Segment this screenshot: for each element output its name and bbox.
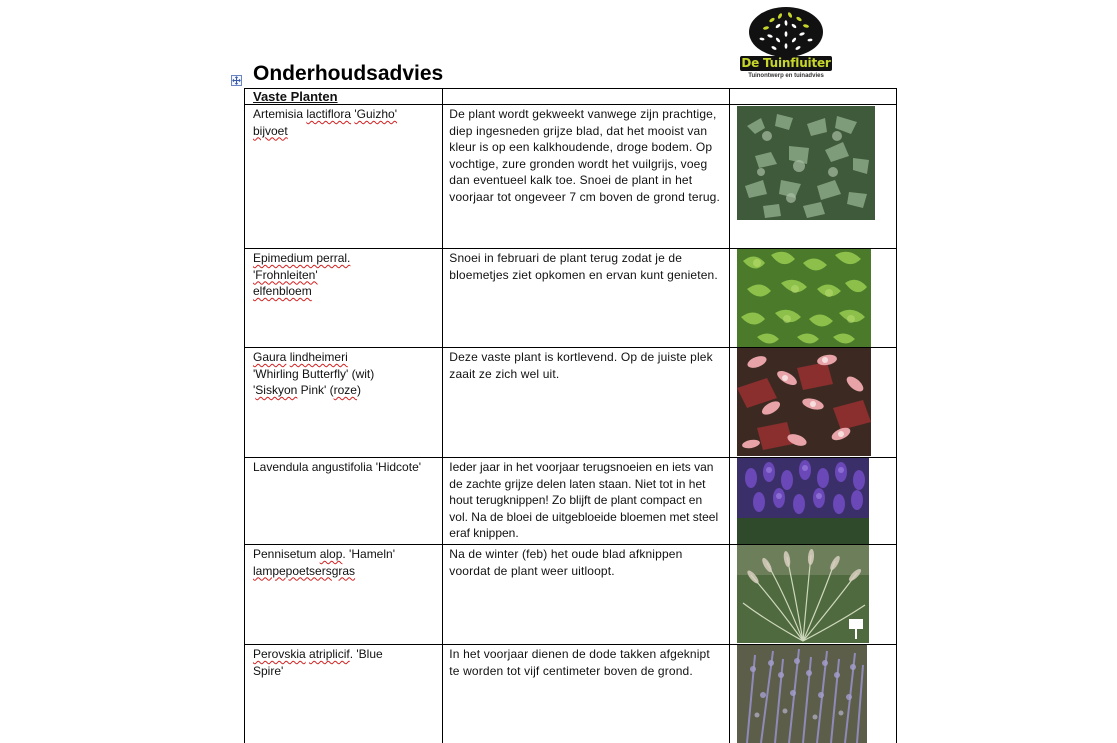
plant-name-line: lampepoetsersgras: [253, 563, 356, 578]
table-row: [245, 249, 897, 348]
plant-photo-cell: [729, 645, 896, 743]
plant-photo-cell: [729, 545, 896, 645]
epimedium-leaves-photo-icon: [737, 249, 871, 347]
plant-name-cell: [245, 645, 443, 743]
table-row: [245, 545, 897, 645]
plant-name-line: Lavendula angustifolia 'Hidcote': [253, 460, 422, 474]
lavender-photo-icon: [737, 458, 869, 544]
logo-tagline: Tuinontwerp en tuinadvies: [748, 73, 824, 79]
plant-name-line: Gaura lindheimeri: [253, 350, 348, 364]
plant-name-line: elfenbloem: [253, 284, 312, 298]
plant-photo-cell: [729, 458, 896, 545]
table-row: [245, 645, 897, 743]
plant-advice-cell: Na de winter (feb) het oude blad afknippen voordat de plant weer uitloopt.: [443, 545, 729, 645]
table-row: [245, 348, 897, 458]
plant-advice-cell: Snoei in februari de plant terug zodat je de bloemetjes ziet opkomen en ervan kunt genieten.: [443, 249, 729, 348]
plant-name-cell: [245, 348, 443, 458]
perovskia-photo-icon: [737, 645, 867, 743]
plant-advice-cell: In het voorjaar dienen de dode takken afgeknipt te worden tot vijf centimeter boven de grond.: [443, 645, 729, 743]
plant-name-line: 'Frohnleiten': [253, 267, 318, 282]
plant-table: [244, 88, 897, 743]
plant-name-line: Artemisia lactiflora 'Guizho': [253, 107, 397, 121]
pennisetum-grass-photo-icon: [737, 545, 869, 643]
plant-name-cell: [245, 458, 443, 545]
table-header-row: [245, 89, 897, 105]
plant-name-line: Spire': [253, 663, 284, 678]
plant-advice-cell: De plant wordt gekweekt vanwege zijn prachtige, diep ingesneden grijze blad, dat het mooist van kleur is op een kalkhoudende, droge bodem. Op vochtige, zure gronden wordt het vuilgrijs, voeg dan eventueel kalk toe. Snoei de plant in het voorjaar tot ongeveer 7 cm boven de grond terug.: [443, 105, 729, 249]
document-title: Onderhoudsadvies: [253, 62, 444, 85]
table-row: [245, 105, 897, 249]
plant-name-line: 'Whirling Butterfly' (wit): [253, 366, 375, 381]
plant-advice-cell: Ieder jaar in het voorjaar terugsnoeien en iets van de zachte grijze delen laten staan. Niet tot in het hout terugknippen! Zo blijft de plant compact en vol. Na de bloei de uitgebloeide bloemen met steel eraf knippen.: [443, 458, 729, 545]
plant-name-line: Pennisetum alop. 'Hameln': [253, 547, 395, 561]
plant-name-cell: [245, 545, 443, 645]
artemisia-leaves-photo-icon: [737, 106, 875, 220]
gaura-photo-icon: [737, 348, 871, 456]
plant-advice-cell: Deze vaste plant is kortlevend. Op de juiste plek zaait ze zich wel uit.: [443, 348, 729, 458]
table-header-vaste-planten: Vaste Planten: [245, 89, 443, 105]
table-header-empty: [729, 89, 896, 105]
plant-photo-cell: [729, 348, 896, 458]
table-row: [245, 458, 897, 545]
table-move-handle-icon[interactable]: [231, 75, 242, 86]
table-header-empty: [443, 89, 729, 105]
plant-photo-cell: [729, 249, 896, 348]
plant-name-line: Perovskia atriplicif. 'Blue: [253, 647, 383, 661]
plant-name-line: 'Siskyon Pink' (roze): [253, 383, 361, 397]
logo-oval-icon: [748, 6, 824, 58]
plant-name-line: bijvoet: [253, 123, 288, 138]
plant-name-cell: [245, 105, 443, 249]
plant-photo-cell: [729, 105, 896, 249]
logo-name: De Tuinfluiter: [741, 56, 831, 70]
plant-name-cell: [245, 249, 443, 348]
plant-name-line: Epimedium perral.: [253, 251, 351, 265]
logo: [740, 6, 832, 86]
